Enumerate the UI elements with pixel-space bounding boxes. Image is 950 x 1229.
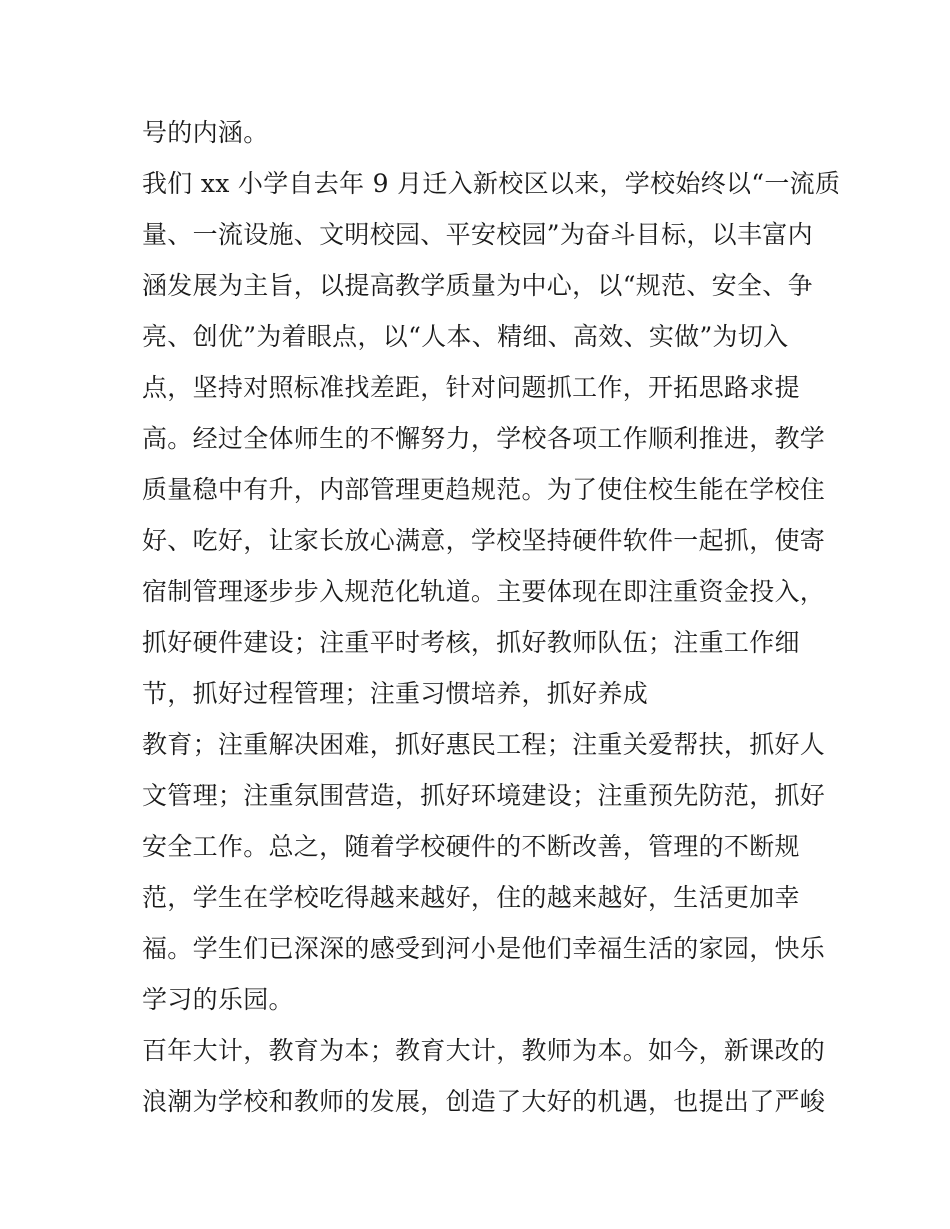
text-line: 抓好硬件建设；注重平时考核，抓好教师队伍；注重工作细 [142, 628, 800, 657]
text-line: 高。经过全体师生的不懈努力，学校各项工作顺利推进，教学 [142, 424, 826, 453]
text-line: 文管理；注重氛围营造，抓好环境建设；注重预先防范，抓好 [142, 781, 826, 810]
text-line: 质量稳中有升，内部管理更趋规范。为了使住校生能在学校住 [142, 475, 826, 504]
text-line: 号的内涵。 [142, 118, 269, 147]
text-line: 好、吃好，让家长放心满意，学校坚持硬件软件一起抓，使寄 [142, 526, 826, 555]
text-line: 福。学生们已深深的感受到河小是他们幸福生活的家园，快乐 [142, 934, 826, 963]
body-text [142, 107, 841, 1127]
text-line: 教育；注重解决困难，抓好惠民工程；注重关爱帮扶，抓好人 [142, 730, 826, 759]
text-line: 百年大计，教育为本；教育大计，教师为本。如今，新课改的 [142, 1036, 826, 1065]
text-line: 学习的乐园。 [142, 985, 294, 1014]
text-line: 安全工作。总之，随着学校硬件的不断改善，管理的不断规 [142, 832, 800, 861]
text-line: 节，抓好过程管理；注重习惯培养，抓好养成 [142, 679, 649, 708]
text-line: 我们 xx 小学自去年 9 月迁入新校区以来，学校始终以“一流质 [142, 169, 841, 198]
text-line: 浪潮为学校和教师的发展，创造了大好的机遇，也提出了严峻 [142, 1087, 826, 1116]
text-line: 量、一流设施、文明校园、平安校园”为奋斗目标，以丰富内 [142, 220, 813, 249]
text-line: 范，学生在学校吃得越来越好，住的越来越好，生活更加幸 [142, 883, 800, 912]
text-line: 亮、创优”为着眼点，以“人本、精细、高效、实做”为切入 [142, 322, 789, 351]
text-line: 点，坚持对照标准找差距，针对问题抓工作，开拓思路求提 [142, 373, 800, 402]
text-line: 涵发展为主旨，以提高教学质量为中心，以“规范、安全、争 [142, 271, 813, 300]
text-line: 宿制管理逐步步入规范化轨道。主要体现在即注重资金投入， [142, 577, 826, 606]
